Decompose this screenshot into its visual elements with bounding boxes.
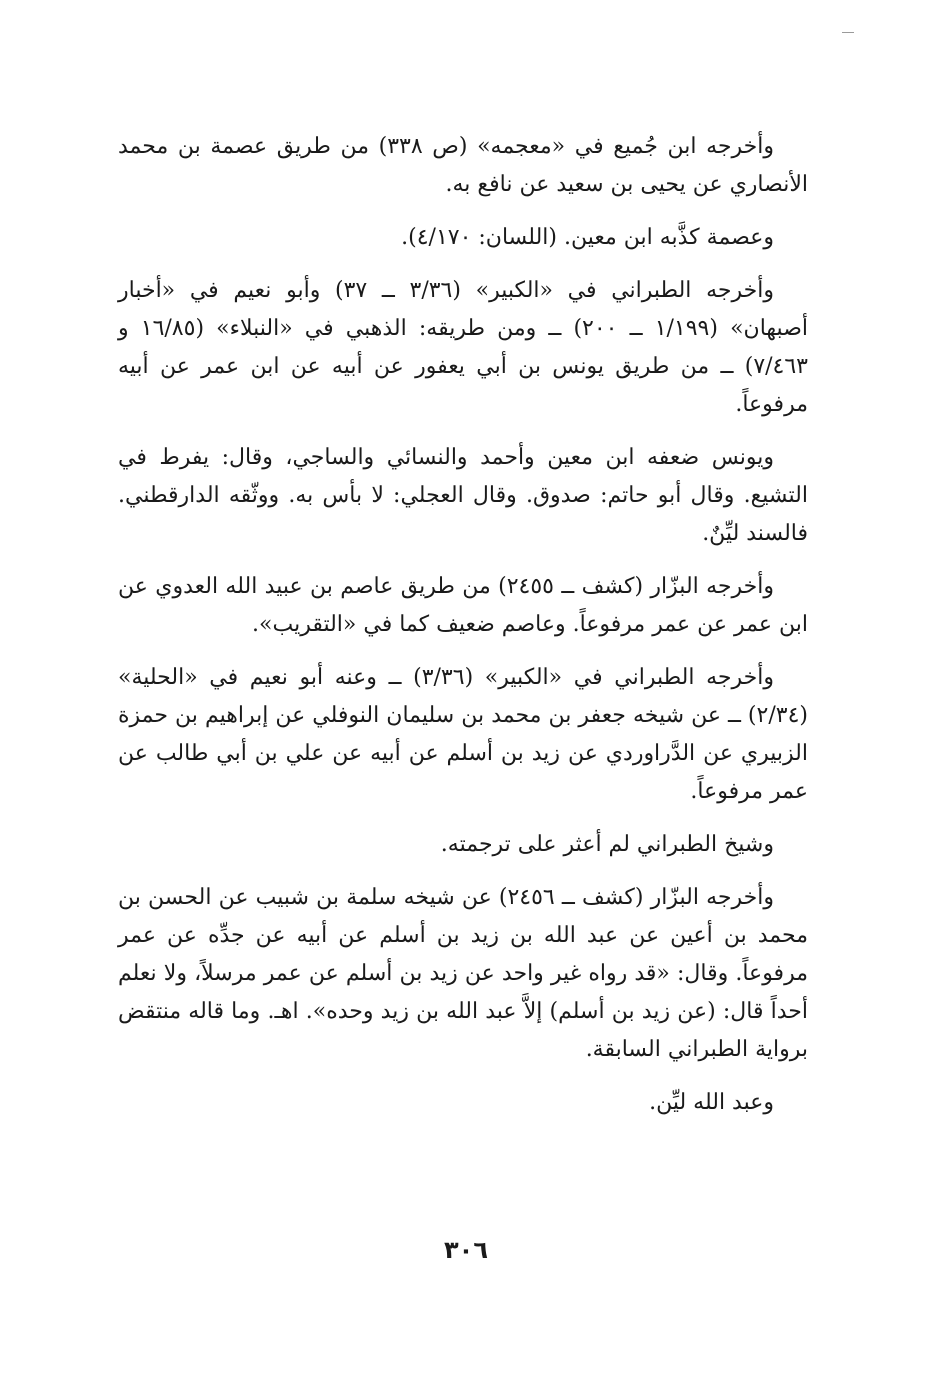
paragraph-1: وأخرجه ابن جُميع في «معجمه» (ص ٣٣٨) من طريق عصمة بن محمد الأنصاري عن يحيى بن سعيد عن نافع به. bbox=[118, 134, 808, 197]
paragraph-2: وعصمة كذَّبه ابن معين. (اللسان: ٤/١٧٠). bbox=[401, 225, 774, 250]
page-number: ٣٠٦ bbox=[444, 1236, 488, 1264]
paragraph-9: وعبد الله ليِّن. bbox=[649, 1090, 774, 1115]
corner-mark bbox=[842, 32, 854, 33]
paragraph-7: وشيخ الطبراني لم أعثر على ترجمته. bbox=[440, 832, 774, 857]
paragraph-8: وأخرجه البزّار (كشف ــ ٢٤٥٦) عن شيخه سلمة بن شبيب عن الحسن بن محمد بن أعين عن عبد الله بن زيد بن أسلم عن أبيه عن جدِّه عن عمر مرفوعاً. وقال: «قد رواه غير واحد عن زيد بن أسلم عن عمر مرسلاً، ولا نعلم أحداً قال: (عن زيد بن أسلم) إلاَّ عبد الله بن زيد وحده». اهـ. وما قاله منتقض برواية الطبراني السابقة. bbox=[118, 885, 808, 1062]
paragraph-4: ويونس ضعفه ابن معين وأحمد والنسائي والساجي، وقال: يفرط في التشيع. وقال أبو حاتم: صدوق. وقال العجلي: لا بأس به. ووثّقه الدارقطني. فالسند ليِّنٌ. bbox=[118, 445, 808, 546]
page-body bbox=[118, 128, 808, 1137]
paragraph-5: وأخرجه البزّار (كشف ــ ٢٤٥٥) من طريق عاصم بن عبيد الله العدوي عن ابن عمر عن عمر مرفوعاً. وعاصم ضعيف كما في «التقريب». bbox=[118, 574, 808, 637]
paragraph-6: وأخرجه الطبراني في «الكبير» (٣/٣٦) ــ وعنه أبو نعيم في «الحلية» (٢/٣٤) ــ عن شيخه جعفر بن محمد بن سليمان النوفلي عن إبراهيم بن حمزة الزبيري عن الدَّراوردي عن زيد بن أسلم عن أبيه عن علي بن أبي طالب عن عمر مرفوعاً. bbox=[118, 665, 808, 804]
paragraph-3: وأخرجه الطبراني في «الكبير» (٣/٣٦ ــ ٣٧) وأبو نعيم في «أخبار أصبهان» (١/١٩٩ ــ ٢٠٠) ــ ومن طريقه: الذهبي في «النبلاء» (١٦/٨٥ و ٧/٤٦٣) ــ من طريق يونس بن أبي يعفور عن أبيه عن ابن عمر عن أبيه مرفوعاً. bbox=[118, 278, 808, 417]
